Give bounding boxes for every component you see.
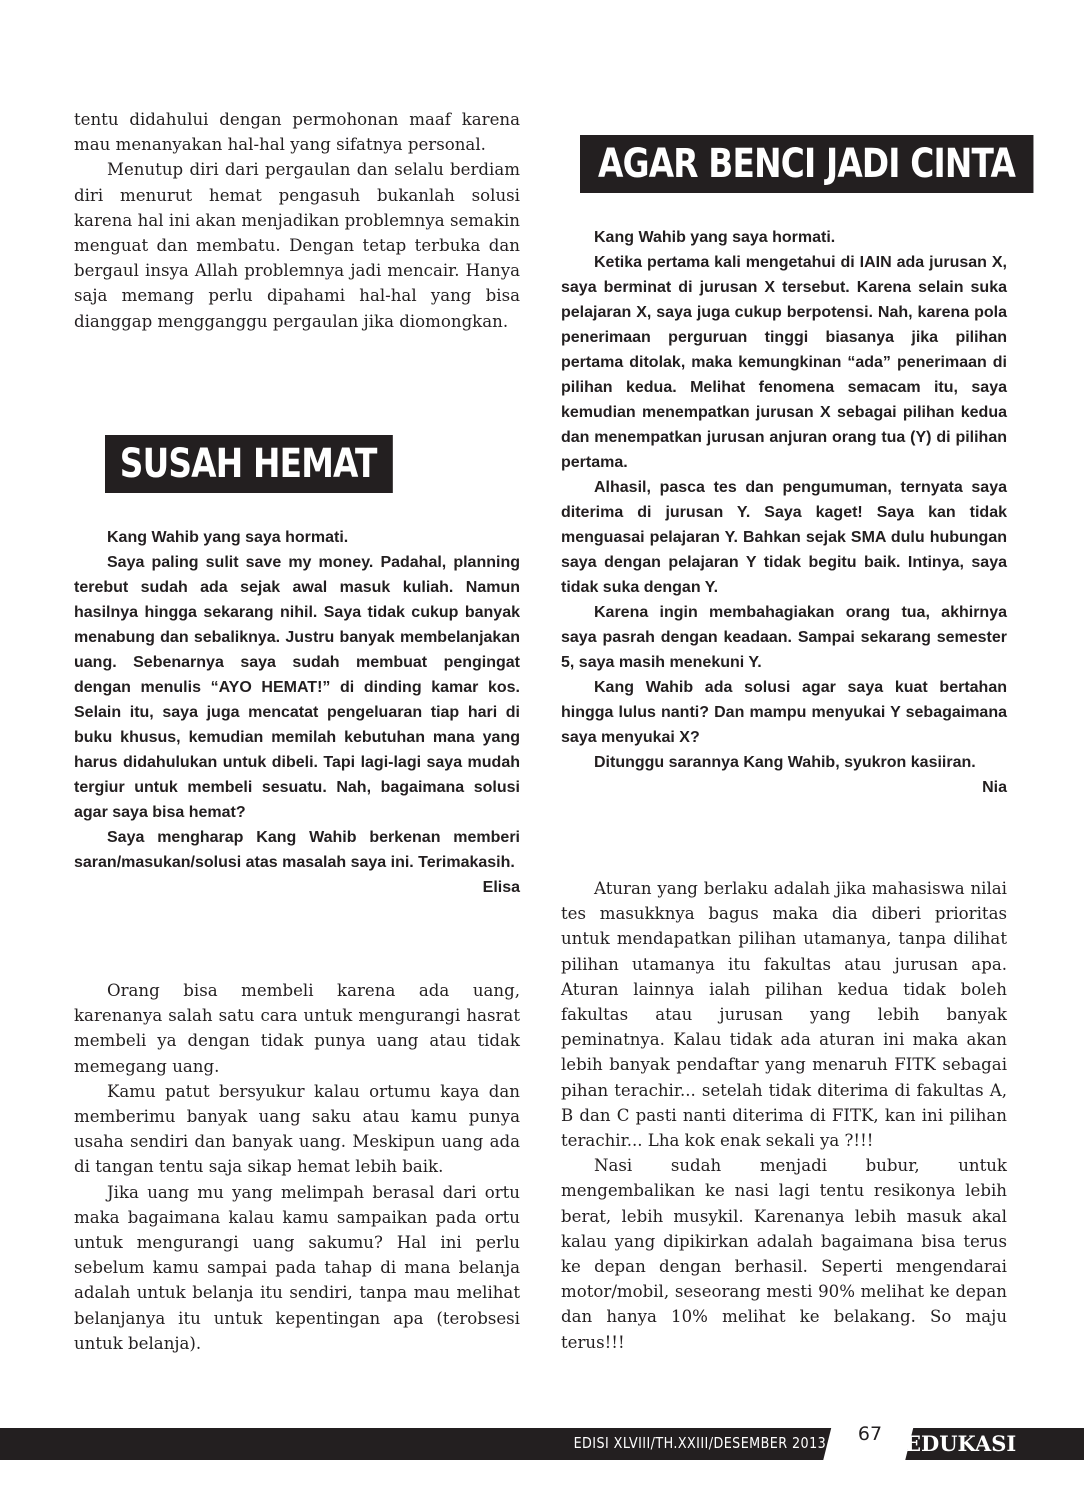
reader-letter-elisa bbox=[74, 525, 520, 900]
letter-paragraph: Alhasil, pasca tes dan pengumuman, ternyata saya diterima di jurusan Y. Saya kaget! Saya kan tidak menguasai pelajaran Y. Bahkan sejak SMA dulu hubungan saya dengan pelajaran Y tidak begitu baik. Intinya, saya tidak suka dengan Y. bbox=[561, 479, 1007, 596]
article-title-agar-benci-jadi-cinta: AGAR BENCI JADI CINTA bbox=[580, 135, 1033, 193]
paragraph: Menutup diri dari pergaulan dan selalu berdiam diri menurut hemat pengasuh bukanlah solusi karena hal ini akan menjadikan problemnya semakin menguat dan membatu. Dengan tetap terbuka dan bergaul insya Allah problemnya jadi mencair. Hanya saja memang perlu dipahami hal-hal yang bisa dianggap mengganggu pergaulan jika diomongkan. bbox=[74, 160, 520, 331]
article-title-susah-hemat: SUSAH HEMAT bbox=[105, 435, 393, 493]
letter-signature: Nia bbox=[982, 779, 1007, 796]
magazine-brand: EDUKASI bbox=[905, 1431, 1017, 1456]
letter-paragraph: Saya paling sulit save my money. Padahal, planning terebut sudah ada sejak awal masuk kuliah. Namun hasilnya hingga sekarang nihil. Saya tidak cukup banyak menabung dan sebaliknya. Justru banyak membelanjakan uang. Sebenarnya saya sudah membuat pengingat dengan menulis “AYO HEMAT!” di dinding kamar kos. Selain itu, saya juga mencatat pengeluaran tiap hari di buku khusus, kemudian memilah kebutuhan mana yang harus didahulukan untuk dibeli. Tapi lagi-lagi saya mudah tergiur untuk membeli sesuatu. Nah, bagaimana solusi agar saya bisa hemat? bbox=[74, 554, 520, 821]
letter-paragraph: Ketika pertama kali mengetahui di IAIN ada jurusan X, saya berminat di jurusan X tersebut. Karena selain suka pelajaran X, saya juga cukup berpotensi. Nah, karena pola penerimaan perguruan tinggi biasanya jika pilihan pertama ditolak, maka kemungkinan “ada” penerimaan di pilihan kedua. Melihat fenomena semacam itu, saya kemudian menempatkan jurusan X sebagai pilihan kedua dan menempatkan jurusan anjuran orang tua (Y) di pilihan pertama. bbox=[561, 254, 1007, 471]
letter-paragraph: Saya mengharap Kang Wahib berkenan memberi saran/masukan/solusi atas masalah saya ini. Terimakasih. bbox=[74, 829, 520, 871]
paragraph: Kamu patut bersyukur kalau ortumu kaya dan memberimu banyak uang saku atau kamu punya usaha sendiri dan banyak uang. Meskipun uang ada di tangan tentu saja sikap hemat lebih baik. bbox=[74, 1081, 520, 1177]
answer-elisa bbox=[74, 978, 520, 1356]
letter-paragraph: Kang Wahib yang saya hormati. bbox=[594, 229, 836, 246]
letter-signature: Elisa bbox=[482, 879, 520, 896]
paragraph: Orang bisa membeli karena ada uang, karenanya salah satu cara untuk mengurangi hasrat membeli ya dengan tidak punya uang atau tidak memegang uang. bbox=[74, 981, 520, 1076]
answer-nia bbox=[561, 876, 1007, 1355]
letter-paragraph: Karena ingin membahagiakan orang tua, akhirnya saya pasrah dengan keadaan. Sampai sekarang semester 5, saya masih menekuni Y. bbox=[561, 604, 1007, 671]
reader-letter-nia bbox=[561, 225, 1007, 800]
letter-paragraph: Ditunggu sarannya Kang Wahib, syukron kasiiran. bbox=[594, 754, 976, 771]
paragraph: Nasi sudah menjadi bubur, untuk mengembalikan ke nasi lagi tentu resikonya lebih berat, lebih musykil. Karenanya lebih masuk akal kalau yang dipikirkan adalah bagaimana bisa terus ke depan dengan berhasil. Seperti mengendarai motor/mobil, seseorang mesti 90% melihat ke depan dan hanya 10% melihat ke belakang. So maju terus!!! bbox=[561, 1156, 1007, 1352]
letter-paragraph: Kang Wahib yang saya hormati. bbox=[107, 529, 349, 546]
paragraph: tentu didahului dengan permohonan maaf karena mau menanyakan hal-hal yang sifatnya personal. bbox=[74, 110, 520, 155]
paragraph: Jika uang mu yang melimpah berasal dari ortu maka bagaimana kalau kamu sampaikan pada ortu untuk mengurangi uang sakumu? Hal ini perlu sebelum kamu sampai pada tahap di mana belanja adalah untuk belanja itu sendiri, tanpa mau melihat belanjanya itu untuk kepentingan apa (terobsesi untuk belanja). bbox=[74, 1182, 520, 1353]
footer-edition: EDISI XLVIII/TH.XXIII/DESEMBER 2013 bbox=[573, 1434, 826, 1452]
paragraph: Aturan yang berlaku adalah jika mahasiswa nilai tes masukknya bagus maka dia diberi prioritas untuk mendapatkan pilihan utamanya, tanpa dilihat pilihan utamanya itu fakultas atau jurusan apa. Aturan lainnya ialah pilihan kedua tidak boleh fakultas atau jurusan yang lebih banyak peminatnya. Kalau tidak ada aturan ini maka akan lebih banyak pendaftar yang menaruh FITK sebagai pihan terachir... setelah tidak diterima di fakultas A, B dan C pasti nanti diterima di FITK, kan ini pilihan terachir... Lha kok enak sekali ya ?!!! bbox=[561, 879, 1007, 1151]
letter-paragraph: Kang Wahib ada solusi agar saya kuat bertahan hingga lulus nanti? Dan mampu menyukai Y sebagaimana saya menyukai X? bbox=[561, 679, 1007, 746]
continued-answer bbox=[74, 107, 520, 334]
page-number: 67 bbox=[857, 1423, 883, 1445]
